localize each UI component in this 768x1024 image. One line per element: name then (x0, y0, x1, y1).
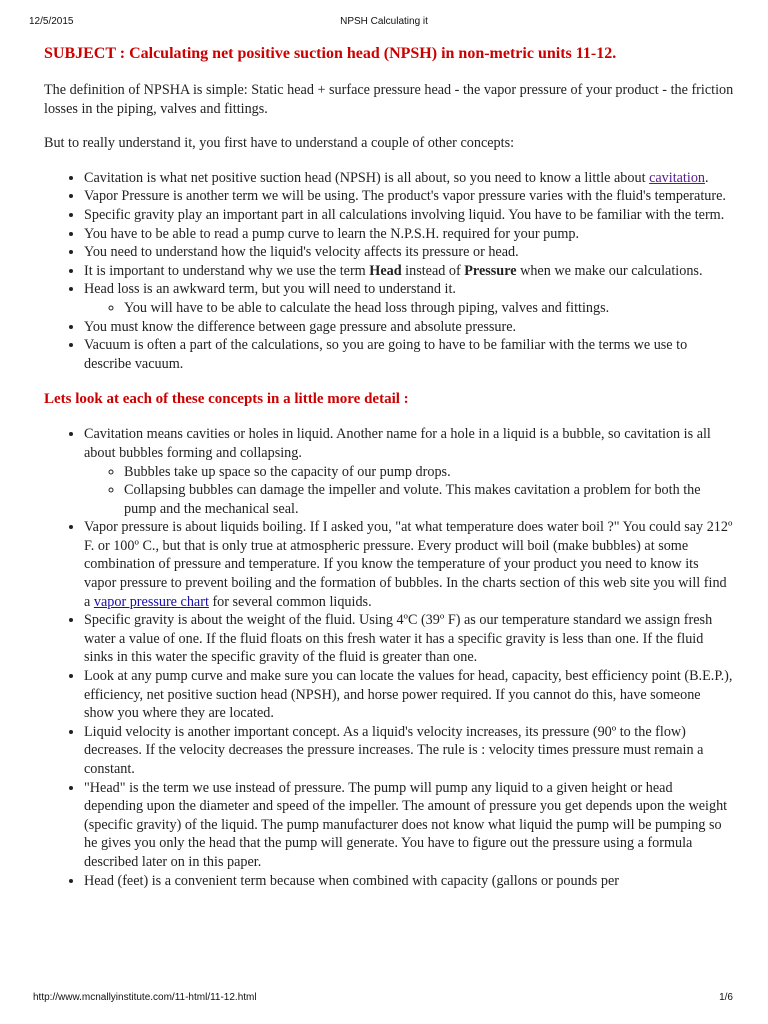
list-item: • Vacuum is often a part of the calculations, so you are going to have to be familiar with the terms we use to describe vacuum. (84, 336, 734, 373)
list-item-text: for several common liquids. (208, 593, 372, 610)
sub-list-item: ◦ Bubbles take up space so the capacity of our pump drops. (124, 463, 734, 482)
list-item: • You must know the difference between gage pressure and absolute pressure. (84, 318, 734, 337)
bold-term-pressure: Pressure (464, 262, 517, 279)
definition-paragraph: The definition of NPSHA is simple: Static head + surface pressure head - the vapor pressure of your product - the friction losses in the piping, valves and fittings. (44, 82, 734, 117)
list-item-text: Vapor pressure is about liquids boiling. If I asked you, "at what temperature does water boil ?" You could say 212º F. or 100º C., but that is only true at atmospheric pressure. Every product will boil (make bubbles) at some combination of pressure and temperature. If you know the temperature of your product you need to know its vapor pressure to prevent boiling and the formation of bubbles. In the charts section of this web site you will find a (84, 519, 733, 610)
list-item-text: . (705, 169, 709, 186)
vapor-pressure-chart-link[interactable]: vapor pressure chart (93, 593, 209, 610)
list-item (84, 518, 734, 611)
list-item: • "Head" is the term we use instead of pressure. The pump will pump any liquid to a given height or head depending upon the diameter and speed of the impeller. The amount of pressure you get depends upon the weight (specific gravity) of the liquid. The pump manufacturer does not know what liquid the pump will be pumping so he gives you only the head that the pump will generate. You have to figure out the pressure using a formula described later on in this paper. (84, 779, 734, 872)
cavitation-link[interactable]: cavitation (649, 169, 706, 186)
sub-list (84, 299, 734, 318)
print-title: NPSH Calculating it (340, 16, 428, 27)
sub-list-item: ◦ You will have to be able to calculate the head loss through piping, valves and fittings. (124, 299, 734, 318)
list-item: • Liquid velocity is another important concept. As a liquid's velocity increases, its pressure (90º to the flow) decreases. If the velocity decreases the pressure increases. The rule is : velocity times pressure must remain a constant. (84, 723, 734, 779)
list-item (84, 169, 734, 188)
intro-paragraph: But to really understand it, you first have to understand a couple of other concepts: (44, 135, 515, 152)
list-item: • Vapor Pressure is another term we will be using. The product's vapor pressure varies with the fluid's temperature. (84, 187, 734, 206)
list-item: • Specific gravity is about the weight of the fluid. Using 4ºC (39º F) as our temperature standard we assign fresh water a value of one. If the fluid floats on this fresh water it has a specific gravity is less than one. If the fluid sinks in this water the specific gravity of the fluid is greater than one. (84, 611, 734, 667)
list-item: • Head (feet) is a convenient term because when combined with capacity (gallons or pounds per (84, 872, 734, 891)
sub-list-item: ◦ Collapsing bubbles can damage the impeller and volute. This makes cavitation a problem for both the pump and the mechanical seal. (124, 481, 734, 518)
print-footer (0, 992, 768, 1006)
list-item (84, 425, 734, 518)
bold-term-head: Head (369, 262, 402, 279)
list-item-text: Head loss is an awkward term, but you will need to understand it. (84, 281, 456, 298)
list-item-text: instead of (401, 262, 465, 279)
list-item-text: Cavitation is what net positive suction head (NPSH) is all about, so you need to know a little about (84, 169, 650, 186)
page-number: 1/6 (719, 992, 733, 1003)
page-content (44, 44, 734, 906)
list-item: • Look at any pump curve and make sure you can locate the values for head, capacity, best efficiency point (B.E.P.), efficiency, net positive suction head (NPSH), and horse power required. If you cannot do this, have someone show you where they are located. (84, 667, 734, 723)
list-item (84, 262, 734, 281)
list-item-text: Cavitation means cavities or holes in liquid. Another name for a hole in a liquid is a bubble, so cavitation is all about bubbles forming and collapsing. (84, 426, 711, 461)
list-item: • Specific gravity play an important part in all calculations involving liquid. You have to be familiar with the term. (84, 206, 734, 225)
print-header (0, 16, 768, 30)
list-item-text: when we make our calculations. (516, 262, 703, 279)
page-url: http://www.mcnallyinstitute.com/11-html/11-12.html (33, 992, 257, 1003)
print-date: 12/5/2015 (29, 16, 74, 27)
list-item: • You need to understand how the liquid's velocity affects its pressure or head. (84, 243, 734, 262)
list-item (84, 280, 734, 317)
list-item-text: It is important to understand why we use the term (84, 262, 370, 279)
subject-heading: SUBJECT : Calculating net positive suction head (NPSH) in non-metric units 11-12. (44, 45, 617, 62)
concepts-list (44, 169, 734, 374)
details-list (44, 425, 734, 890)
sub-list (84, 463, 734, 519)
list-item: • You have to be able to read a pump curve to learn the N.P.S.H. required for your pump. (84, 225, 734, 244)
section-heading: Lets look at each of these concepts in a little more detail : (44, 391, 409, 408)
